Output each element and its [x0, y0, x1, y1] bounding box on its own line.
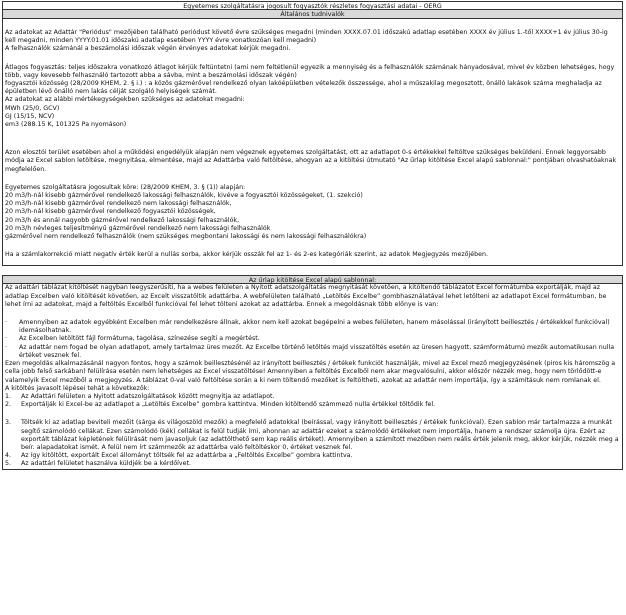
category-item: 20 m3/h névleges teljesítményű gázmérővel rendelkező nem lakossági felhasználók: [5, 224, 271, 232]
section1-subtitle: Általános tudnivalók: [2, 10, 623, 19]
step-item: 5. Az adattári felületet használva küldjék be a kérdőívet.: [5, 460, 191, 468]
unit-item: em3 (288.15 K, 101325 Pa nyomáson): [5, 121, 127, 129]
step-item: 3. Töltsék ki az adatlap beviteli mezőit (sárga és világoszöld mezők) a megfelelő adatokkal (beírással, vagy irányított beillesztés / értékek funkcióval). Ezen sablon már tartalmazza a munkát segítő számolódó cellákat. Ezen számolódó (kék) cellákat is felül tudják írni, ahonnan az adattár ezeket a számolódó értékeket nem importálja, hanem a rendszer számolja újra. Ezért az exportált táblázat képletének felülírását nem javasoljuk (az adattölthető sem kap reális értéket). Amennyiben a számított mezőben nem reális érték jelenik meg, akkor kérjük, nézzék meg a beír. alapadatokat ismét. A felül nem írt számmezők az adattárba való feltöltéskor 0, értéket vesznek fel.: [5, 419, 619, 451]
category-item: gázmérővel nem rendelkező felhasználók (nem szükséges megbontani lakossági és nem lakossági felhasználókra): [5, 233, 367, 241]
bullet-item: · Az Excelben letöltött fájl formátuma, tagolása, színezése segíti a megértést.: [5, 335, 260, 343]
document-sheet: [2, 1, 623, 470]
unit-item: MWh (25/0, GCV): [5, 104, 60, 112]
step-item: 2. Exportálják ki Excel-be az adatlapot a „Letöltés Excelbe” gombra kattintva. Minden kitöltendő számmező nulla értékkel töltődik fel.: [5, 401, 436, 409]
paragraph-paste-warning: Ezen megoldás alkalmazásánál nagyon fontos, hogy a számok beillesztésénél az irányított beillesztés / értékek funkciót használják, mivel az Excel mező megjegyzésének (piros kis háromszög a cella jobb felső sarkában) felülírása esetén nem lehetséges az Excel visszatöltése! Amennyiben a feltöltés Excelből nem akar megvalósulni, akkor először nézzék meg, hogy nem törlődött-e valamelyik Excel mezőből a megjegyzés. A táblázat 0-val való feltöltése során a ki nem töltendő mezőket is feltöltheti, azokat az adattár nem importálja, így a számításuk nem romlanak el.: [5, 360, 616, 384]
paragraph-average-consumption: Átlagos fogyasztás: teljes időszakra vonatkozó átlagot kérjük feltüntetni (ami nem feltétlenül egyezik a mennyiség és a felhasználók számának hányadosával, mivel év közben lehetséges, hogy több, vagy kevesebb felhasználó tartozott abba a sávba, mint a beszámolási időszak végén): [5, 63, 615, 79]
step-item: 1. Az Adattári felületen a Nyitott adatszolgáltatások között megnyitja az adatlapot.: [5, 392, 275, 400]
category-item: 20 m3/h-nál kisebb gázmérővel rendelkező nem lakossági felhasználók,: [5, 200, 232, 208]
section2-title: Az űrlap kitöltése Excel alapú sablonnal:: [2, 275, 623, 284]
paragraph-excel-intro: Az adattári táblázat kitöltését nagyban leegyszerűsíti, ha a webes felületen a Nyitott adatszolgáltatás megnyitását követően, a kitöltendő táblázatot Excel formátumba exportálják, majd az adatlap Excelben való kitöltését követően, az Excelt visszatöltik adattárba. A webfelületen található „Letöltés Excelbe” gombhasználatával lehet letölteni az adatlapot Excel formátumban, be lehet írni az adatokat, majd a feltöltés Excelből funkcióval fel lehet tölteni azokat az adattárba. Ennek a megoldásnak több előnye is van:: [5, 284, 607, 308]
bullet-item: · Az adattár nem fogad be olyan adatlapot, amely tartalmaz üres mezőt. Az Excelbe történő letöltés majd visszatöltés esetén az üresen hagyott, számformátumú mezők automatikusan nulla értéket vesznek fel.: [5, 343, 615, 359]
category-item: 20 m3/h-nál kisebb gázmérővel rendelkező fogyasztói közösségek,: [5, 208, 216, 216]
bullet-item: · Amennyiben az adatok egyébként Excelben már rendelkezésre állnak, akkor nem kell azokat begépelni a webes felületen, hanem másolással (irányított beillesztés / értékekkel funkcióval) idemásolhatnak.: [5, 319, 610, 335]
paragraph-period: Az adatokat az Adattár "Periódus" mezőjében található periódust követő évre szükséges megadni (minden XXXX.07.01 időszakú adatlap esetében XXXX év július 1.-től XXXX+1 év július 30-ig kell megadni, minden YYYY.01.01 időszakú adatlap esetében YYYY évre vonatkozóan kell megadni): [5, 29, 608, 45]
category-item: 20 m3/h-nál kisebb gázmérővel rendelkező lakossági felhasználók, kivéve a fogyasztói közösségeket, (1. szekció): [5, 192, 363, 200]
paragraph-consumer-community: fogyasztói közösség (28/2009 KHEM, 2. § i.) : a közös gázmérővel rendelkező olyan lakóépületben vételezők összessége, ahol a műszakilag megosztott, önálló lakások száma meghaladja az épületben lévő önálló nem lakás célját szolgáló helyiségek számát.: [5, 80, 602, 96]
section1-body: [2, 19, 623, 266]
unit-item: GJ (15/15, NCV): [5, 112, 55, 120]
units-intro: Az adatokat az alábbi mértékegységekben szükséges az adatokat megadni:: [5, 96, 245, 104]
steps-intro: A kitöltés javasolt lépései tehát a következők:: [5, 384, 150, 392]
paragraph-negative-correction: Ha a számlakorrekció miatt negatív érték kerül a nullás sorba, akkor kérjük osszák fel az 1- és 2-es kategóriák szerint, az adatok Megjegyzés mezőjében.: [5, 251, 488, 259]
category-item: 20 m3/h és annál nagyobb gázmérővel rendelkező lakossági felhasználók,: [5, 216, 240, 224]
paragraph-zero-values: Azon elosztói terület esetében ahol a működési engedélyük alapján nem végeznek egyetemes szolgáltatást, ott az adatlapot 0-s értékekkel feltöltve szükséges beküldeni. Ennek leggyorsabb módja az Excel sablon letöltése, megnyitása, elmentése, majd az Adattárba való feltöltése, ahogyan az a kitöltési útmutató "Az űrlap kitöltése Excel alapú sablonnal:" pontjában olvashatóaknak megfelelően.: [5, 149, 617, 173]
step-item: 4. Az így kitöltött, exportált Excel állományt töltsék fel az adattárba a „Feltöltés Excelbe” gombra kattintva.: [5, 452, 353, 460]
section1-title: Egyetemes szolgáltatásra jogosult fogyasztók részletes fogyasztási adatai - OERG: [2, 1, 623, 10]
categories-intro: Egyetemes szolgáltatásra jogosultak köre: (28/2009 KHEM, 3. § (1)) alapján:: [5, 183, 246, 191]
section2-body: [2, 284, 623, 469]
paragraph-user-count: A felhasználók számánál a beszámolási időszak végén érvényes adatokat kérjük megadni.: [5, 45, 291, 53]
